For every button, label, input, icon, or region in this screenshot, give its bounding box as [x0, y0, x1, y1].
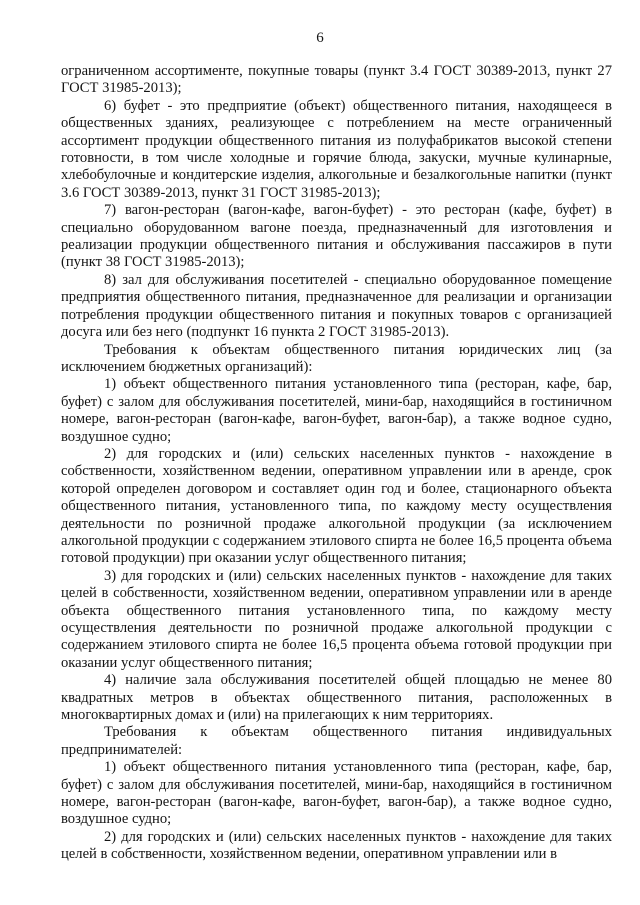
paragraph: 2) для городских и (или) сельских населенных пунктов - нахождение в собственности, хозяйственном ведении, оперативном управлении или в аренде, срок которой определен договором и составляет один год и более, стационарного объекта общественного питания, установленного типа, по каждому месту осуществления деятельности по розничной продаже алкогольной продукции (за исключением алкогольной продукции с содержанием этилового спирта не более 16,5 процента объема готовой продукции) при оказании услуг общественного питания;: [61, 445, 612, 567]
paragraph: Требования к объектам общественного питания юридических лиц (за исключением бюджетных организаций):: [61, 341, 612, 375]
paragraph: 1) объект общественного питания установленного типа (ресторан, кафе, бар, буфет) с залом для обслуживания посетителей, мини-бар, находящийся в гостиничном номере, вагон-ресторан (вагон-кафе, вагон-буфет, вагон-бар), а также водное судно, воздушное судно;: [61, 376, 612, 445]
paragraph: 8) зал для обслуживания посетителей - специально оборудованное помещение предприятия общественного питания, предназначенное для реализации и организации потребления продукции общественного питания и покупных товаров с организацией досуга или без него (подпункт 16 пункта 2 ГОСТ 31985-2013).: [61, 271, 612, 341]
paragraph: ограниченном ассортименте, покупные товары (пункт 3.4 ГОСТ 30389-2013, пункт 27 ГОСТ 31985-2013);: [61, 63, 612, 97]
paragraph: 6) буфет - это предприятие (объект) общественного питания, находящееся в общественных зданиях, реализующее с потреблением на месте ограниченный ассортимент продукции общественного питания из полуфабрикатов высокой степени готовности, в том числе холодные и горячие блюда, закуски, мучные кулинарные, хлебобулочные и кондитерские изделия, алкогольные и безалкогольные напитки (пункт 3.6 ГОСТ 30389-2013, пункт 31 ГОСТ 31985-2013);: [61, 97, 612, 201]
paragraph: 4) наличие зала обслуживания посетителей общей площадью не менее 80 квадратных метров в объектах общественного питания, расположенных в многоквартирных домах и (или) на прилегающих к ним территориях.: [61, 672, 612, 724]
paragraph: Требования к объектам общественного питания индивидуальных предпринимателей:: [61, 724, 612, 758]
document-body: [61, 63, 612, 864]
paragraph: 7) вагон-ресторан (вагон-кафе, вагон-буфет) - это ресторан (кафе, буфет) в специально оборудованном вагоне поезда, предназначенный для изготовления и реализации продукции общественного питания и обслуживания пассажиров в пути (пункт 38 ГОСТ 31985-2013);: [61, 202, 612, 271]
paragraph: 1) объект общественного питания установленного типа (ресторан, кафе, бар, буфет) с залом для обслуживания посетителей, мини-бар, находящийся в гостиничном номере, вагон-ресторан (вагон-кафе, вагон-буфет, вагон-бар), а также водное судно, воздушное судно;: [61, 759, 612, 828]
paragraph: 3) для городских и (или) сельских населенных пунктов - нахождение для таких целей в собственности, хозяйственном ведении, оперативном управлении или в аренде объекта общественного питания установленного типа, по каждому месту осуществления деятельности по розничной продаже алкогольной продукции с содержанием этилового спирта не более 16,5 процента объема готовой продукции при оказании услуг общественного питания;: [61, 567, 612, 671]
page-number: 6: [316, 30, 324, 46]
paragraph: 2) для городских и (или) сельских населенных пунктов - нахождение для таких целей в собственности, хозяйственном ведении, оперативном управлении или в: [61, 828, 612, 863]
